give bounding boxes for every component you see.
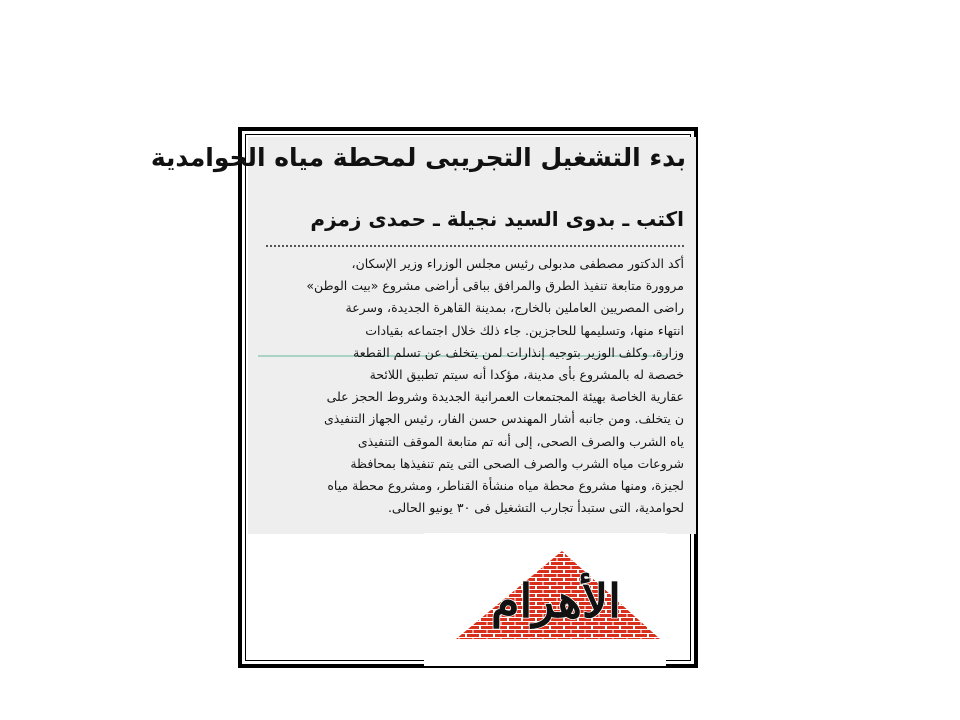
article-line: خصصة له بالمشروع بأى مدينة، مؤكدا أنه سيتم تطبيق اللائحة — [369, 366, 684, 382]
article-line: عقارية الخاصة بهيئة المجتمعات العمرانية الجديدة وشروط الحجز على — [326, 389, 684, 405]
newspaper-clipping — [150, 137, 696, 534]
article-byline: اكتب ـ بدوى السيد نجيلة ـ حمدى زمزم — [310, 207, 684, 231]
article-line: أكد الدكتور مصطفى مدبولى رئيس مجلس الوزراء وزير الإسكان، — [351, 256, 684, 271]
article-line: لجيزة، ومنها مشروع محطة مياه منشأة القناطر، ومشروع محطة مياه — [327, 477, 684, 493]
article-line: وزارة، وكلف الوزير بتوجيه إنذارات لمن يتخلف عن تسلم القطعة — [353, 344, 684, 360]
article-line: شروعات مياه الشرب والصرف الصحى التى يتم تنفيذها بمحافظة — [350, 455, 684, 471]
article-line: مروورة متابعة تنفيذ الطرق والمرافق بباقى أراضى مشروع «بيت الوطن» — [306, 278, 684, 294]
article-headline: بدء التشغيل التجريبى لمحطة مياه الحوامدية — [150, 143, 686, 172]
article-line: ياه الشرب والصرف الصحى، إلى أنه تم متابعة الموقف التنفيذى — [357, 433, 684, 449]
logo-wordmark: الأهرام — [491, 574, 621, 628]
article-line: انتهاء منها، وتسليمها للحاجزين. جاء ذلك خلال اجتماعه بقيادات — [365, 322, 684, 338]
al-ahram-logo — [424, 533, 666, 666]
clipping-frame — [150, 127, 698, 668]
clipping-inner-border — [150, 134, 691, 661]
article-body — [254, 253, 684, 519]
article-line: لحوامدية، التى ستبدأ تجارب التشغيل فى ٣٠ يونيو الحالى. — [387, 500, 684, 516]
article-line: ن يتخلف. ومن جانبه أشار المهندس حسن الفار، رئيس الجهاز التنفيذى — [324, 411, 684, 427]
article-line: راضى المصريين العاملين بالخارج، بمدينة القاهرة الجديدة، وسرعة — [345, 300, 684, 316]
dotted-separator — [266, 245, 684, 247]
